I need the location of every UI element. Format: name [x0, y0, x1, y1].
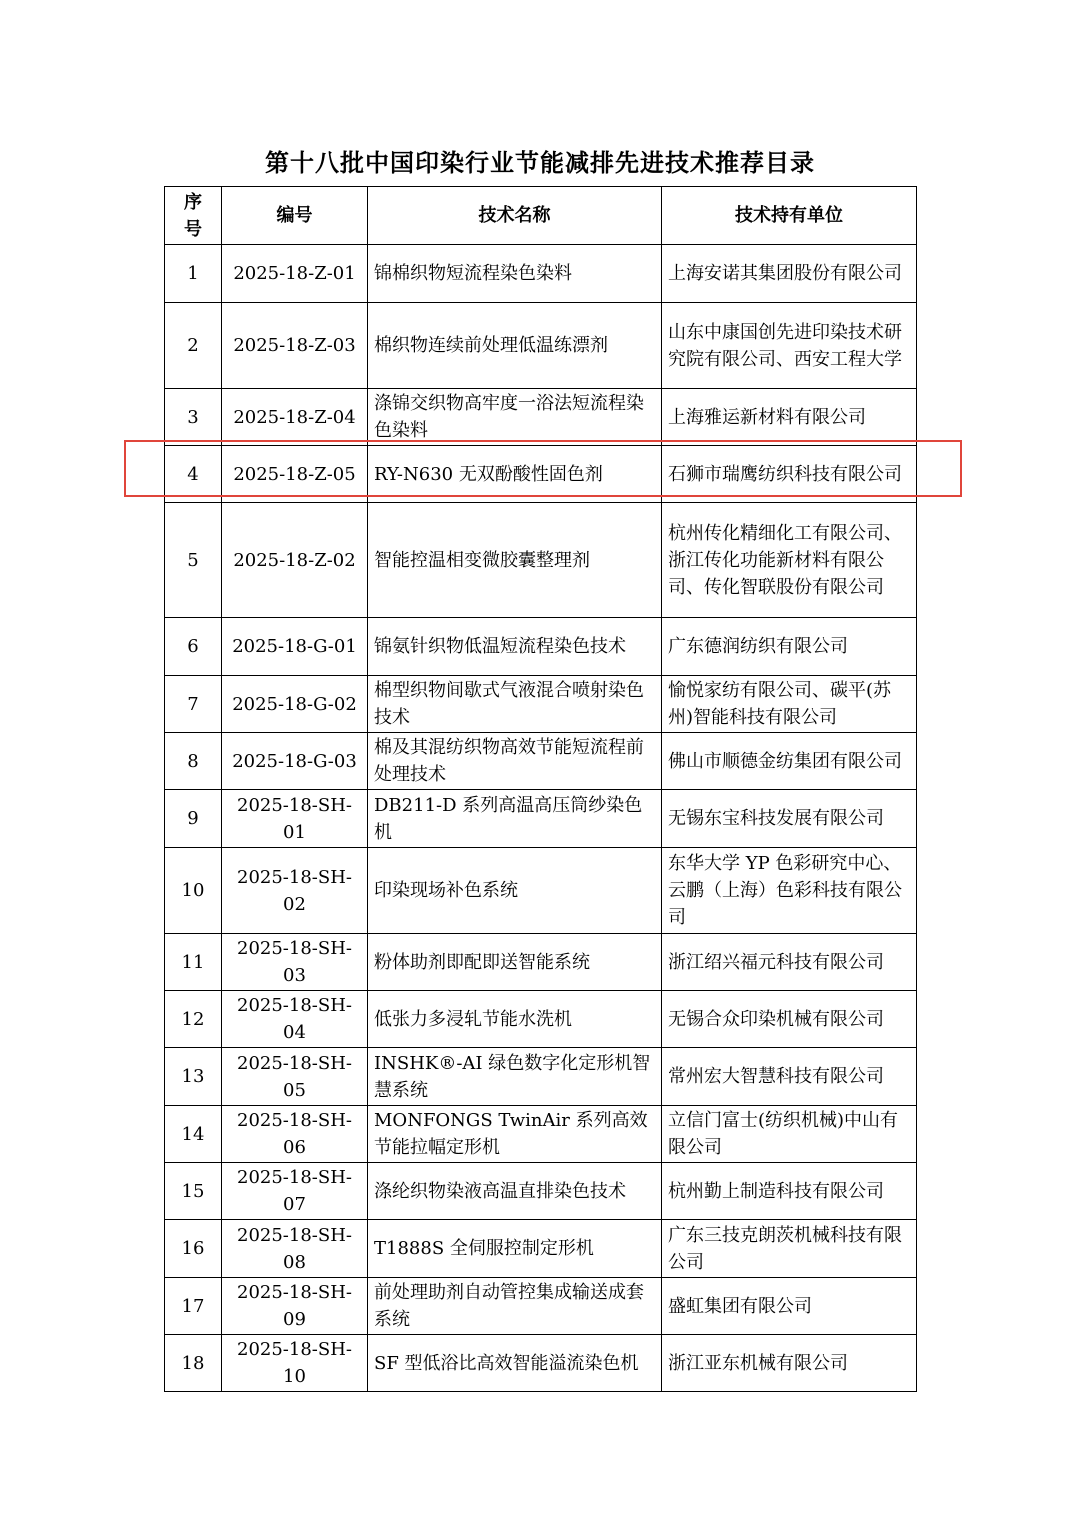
- table-row: [165, 848, 917, 934]
- cell-tech-name: RY-N630 无双酚酸性固色剂: [368, 446, 662, 503]
- table-row: [165, 733, 917, 790]
- table-row-highlighted: [165, 446, 917, 503]
- table-row: [165, 389, 917, 446]
- cell-serial: 13: [165, 1048, 222, 1106]
- cell-code: 2025-18-Z-05: [222, 446, 368, 503]
- header-serial-line2: 号: [184, 218, 202, 240]
- cell-code: 2025-18-G-03: [222, 733, 368, 790]
- cell-tech-name: SF 型低浴比高效智能溢流染色机: [368, 1335, 662, 1392]
- table-row: [165, 1278, 917, 1335]
- table-row: [165, 303, 917, 389]
- cell-serial: 14: [165, 1106, 222, 1163]
- header-code: 编号: [222, 187, 368, 245]
- cell-serial: 1: [165, 245, 222, 303]
- cell-tech-name: 锦氨针织物低温短流程染色技术: [368, 618, 662, 676]
- cell-tech-name: 低张力多浸轧节能水洗机: [368, 991, 662, 1048]
- cell-code: 2025-18-SH-01: [222, 790, 368, 848]
- table-row: [165, 1335, 917, 1392]
- cell-tech-name: 印染现场补色系统: [368, 848, 662, 934]
- cell-serial: 17: [165, 1278, 222, 1335]
- cell-code: 2025-18-SH-04: [222, 991, 368, 1048]
- cell-holder-unit: 石狮市瑞鹰纺织科技有限公司: [662, 446, 917, 503]
- table-row: [165, 618, 917, 676]
- table-row: [165, 1220, 917, 1278]
- cell-code: 2025-18-Z-03: [222, 303, 368, 389]
- cell-tech-name: DB211-D 系列高温高压筒纱染色机: [368, 790, 662, 848]
- cell-code: 2025-18-G-01: [222, 618, 368, 676]
- cell-serial: 18: [165, 1335, 222, 1392]
- header-serial-number: [165, 187, 222, 245]
- cell-code: 2025-18-SH-06: [222, 1106, 368, 1163]
- cell-serial: 3: [165, 389, 222, 446]
- cell-code: 2025-18-SH-09: [222, 1278, 368, 1335]
- cell-holder-unit: 上海雅运新材料有限公司: [662, 389, 917, 446]
- table-header-row: [165, 187, 917, 245]
- header-serial-line1: 序: [184, 191, 202, 213]
- table-row: [165, 790, 917, 848]
- cell-holder-unit: 浙江绍兴福元科技有限公司: [662, 934, 917, 991]
- cell-serial: 12: [165, 991, 222, 1048]
- table-row: [165, 1163, 917, 1220]
- cell-holder-unit: 杭州传化精细化工有限公司、浙江传化功能新材料有限公司、传化智联股份有限公司: [662, 503, 917, 618]
- cell-code: 2025-18-SH-10: [222, 1335, 368, 1392]
- cell-serial: 4: [165, 446, 222, 503]
- cell-serial: 6: [165, 618, 222, 676]
- table-row: [165, 991, 917, 1048]
- cell-tech-name: 棉型织物间歇式气液混合喷射染色技术: [368, 676, 662, 733]
- table-row: [165, 503, 917, 618]
- cell-holder-unit: 杭州勤上制造科技有限公司: [662, 1163, 917, 1220]
- header-holder-unit: 技术持有单位: [662, 187, 917, 245]
- cell-holder-unit: 常州宏大智慧科技有限公司: [662, 1048, 917, 1106]
- cell-serial: 2: [165, 303, 222, 389]
- cell-code: 2025-18-SH-07: [222, 1163, 368, 1220]
- cell-tech-name: 涤纶织物染液高温直排染色技术: [368, 1163, 662, 1220]
- cell-tech-name: 棉及其混纺织物高效节能短流程前处理技术: [368, 733, 662, 790]
- table-row: [165, 934, 917, 991]
- document-title: 第十八批中国印染行业节能减排先进技术推荐目录: [265, 149, 815, 177]
- cell-serial: 8: [165, 733, 222, 790]
- cell-holder-unit: 浙江亚东机械有限公司: [662, 1335, 917, 1392]
- cell-tech-name: 棉织物连续前处理低温练漂剂: [368, 303, 662, 389]
- cell-tech-name: 前处理助剂自动管控集成输送成套系统: [368, 1278, 662, 1335]
- cell-serial: 16: [165, 1220, 222, 1278]
- cell-code: 2025-18-Z-01: [222, 245, 368, 303]
- cell-holder-unit: 上海安诺其集团股份有限公司: [662, 245, 917, 303]
- cell-serial: 11: [165, 934, 222, 991]
- cell-holder-unit: 东华大学 YP 色彩研究中心、 云鹏（上海）色彩科技有限公司: [662, 848, 917, 934]
- cell-holder-unit: 广东德润纺织有限公司: [662, 618, 917, 676]
- cell-holder-unit: 盛虹集团有限公司: [662, 1278, 917, 1335]
- cell-tech-name: 智能控温相变微胶囊整理剂: [368, 503, 662, 618]
- cell-code: 2025-18-Z-04: [222, 389, 368, 446]
- cell-tech-name: T1888S 全伺服控制定形机: [368, 1220, 662, 1278]
- cell-serial: 5: [165, 503, 222, 618]
- cell-holder-unit: 无锡合众印染机械有限公司: [662, 991, 917, 1048]
- table-row: [165, 1106, 917, 1163]
- cell-holder-unit: 愉悦家纺有限公司、碳平(苏州)智能科技有限公司: [662, 676, 917, 733]
- cell-serial: 15: [165, 1163, 222, 1220]
- cell-serial: 9: [165, 790, 222, 848]
- cell-code: 2025-18-Z-02: [222, 503, 368, 618]
- cell-holder-unit: 广东三技克朗茨机械科技有限公司: [662, 1220, 917, 1278]
- cell-tech-name: MONFONGS TwinAir 系列高效节能拉幅定形机: [368, 1106, 662, 1163]
- cell-code: 2025-18-SH-05: [222, 1048, 368, 1106]
- table-row: [165, 245, 917, 303]
- cell-code: 2025-18-G-02: [222, 676, 368, 733]
- cell-code: 2025-18-SH-08: [222, 1220, 368, 1278]
- cell-serial: 7: [165, 676, 222, 733]
- cell-code: 2025-18-SH-03: [222, 934, 368, 991]
- cell-holder-unit: 立信门富士(纺织机械)中山有限公司: [662, 1106, 917, 1163]
- cell-tech-name: INSHK®-AI 绿色数字化定形机智慧系统: [368, 1048, 662, 1106]
- cell-serial: 10: [165, 848, 222, 934]
- technology-catalog-table: [164, 186, 917, 1392]
- header-tech-name: 技术名称: [368, 187, 662, 245]
- cell-holder-unit: 山东中康国创先进印染技术研究院有限公司、西安工程大学: [662, 303, 917, 389]
- table-row: [165, 676, 917, 733]
- cell-holder-unit: 无锡东宝科技发展有限公司: [662, 790, 917, 848]
- cell-code: 2025-18-SH-02: [222, 848, 368, 934]
- cell-tech-name: 粉体助剂即配即送智能系统: [368, 934, 662, 991]
- cell-tech-name: 涤锦交织物高牢度一浴法短流程染色染料: [368, 389, 662, 446]
- cell-tech-name: 锦棉织物短流程染色染料: [368, 245, 662, 303]
- table-row: [165, 1048, 917, 1106]
- cell-holder-unit: 佛山市顺德金纺集团有限公司: [662, 733, 917, 790]
